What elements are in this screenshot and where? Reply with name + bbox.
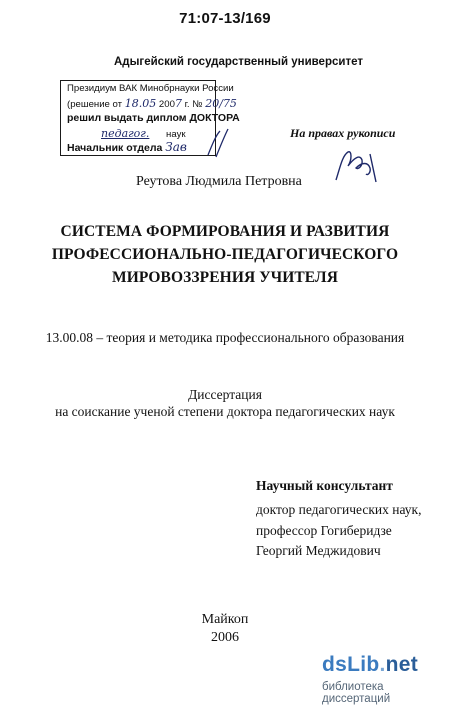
dslib-tagline: библиотека диссертаций	[322, 681, 391, 705]
title-line-1: СИСТЕМА ФОРМИРОВАНИЯ И РАЗВИТИЯ	[60, 223, 390, 240]
consultant-title-surname: профессор Гогиберидзе	[256, 523, 392, 538]
author-name: Реутова Людмила Петровна	[136, 174, 302, 189]
stamp-head-label: Начальник отдела	[67, 142, 163, 154]
dslib-logo-dot: .	[379, 653, 386, 676]
university-name: Адыгейский государственный университет	[114, 56, 363, 68]
stamp-line-science	[101, 127, 186, 140]
dslib-logo-part1: dsLib	[322, 653, 380, 676]
dissertation-degree: на соискание ученой степени доктора педагогических наук	[55, 404, 395, 419]
dissertation-type: Диссертация	[188, 387, 262, 402]
author-signature	[332, 146, 382, 188]
stamp-decision-prefix: (решение от	[67, 99, 123, 110]
stamp-line-head	[67, 140, 187, 154]
publication-city: Майкоп	[201, 612, 249, 627]
stamp-decision-year-print: 200	[158, 99, 175, 110]
specialty-code: 13.00.08 – теория и методика профессионального образования	[45, 330, 405, 345]
dslib-logo-part2: net	[385, 653, 419, 676]
dslib-logo[interactable]	[322, 653, 418, 677]
stamp-line-decision: (решение от 18.05 2007 г. № 20/75	[67, 97, 237, 110]
stamp-head-signature: Зав	[165, 140, 187, 154]
stamp-decision-number: 20/75	[205, 97, 237, 110]
stamp-decision-month: 05	[142, 97, 157, 110]
title-line-2: ПРОФЕССИОНАЛЬНО-ПЕДАГОГИЧЕСКОГО	[51, 246, 399, 263]
stamp-decision-no: г. №	[184, 99, 203, 110]
title-line-3: МИРОВОЗЗРЕНИЯ УЧИТЕЛЯ	[112, 269, 338, 286]
stamp-signature-scribble	[206, 127, 232, 159]
manuscript-rights-note: На правах рукописи	[290, 126, 396, 140]
stamp-line-diploma: решил выдать диплом ДОКТОРА	[67, 112, 240, 124]
stamp-decision-year-hand: 7	[174, 97, 182, 110]
consultant-given-name: Георгий Меджидович	[256, 543, 381, 558]
publication-year: 2006	[211, 630, 239, 645]
vak-approval-stamp	[60, 80, 240, 156]
catalog-code: 71:07-13/169	[179, 10, 271, 27]
consultant-degree: доктор педагогических наук,	[256, 502, 422, 517]
stamp-decision-day: 18	[124, 97, 139, 110]
stamp-science-suffix: наук	[166, 129, 186, 140]
consultant-heading: Научный консультант	[256, 478, 393, 493]
stamp-line-presidium: Президиум ВАК Минобрнауки России	[67, 83, 234, 94]
stamp-science-field: педагог.	[101, 127, 150, 140]
